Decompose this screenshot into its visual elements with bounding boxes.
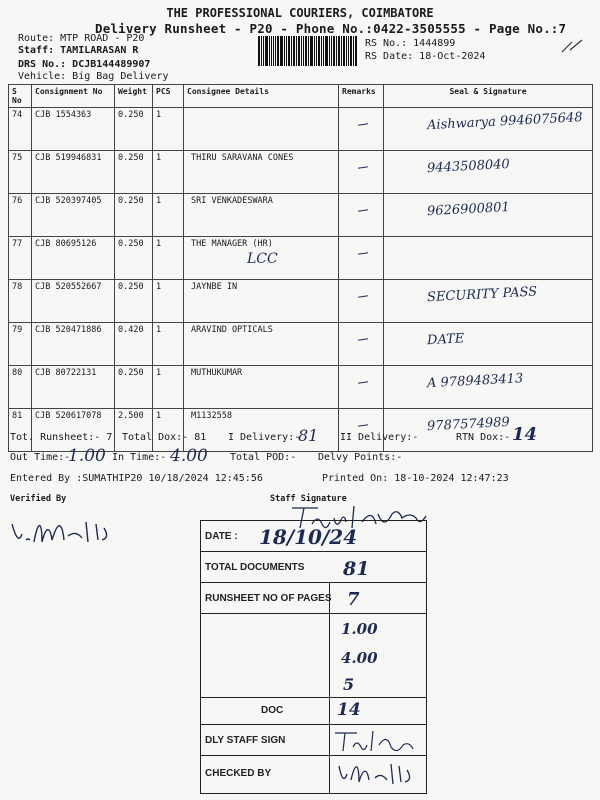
handwritten-signature: 9787574989 [426,414,511,435]
cell-sno [9,194,32,237]
cell-consignee-text: ARAVIND OPTICALS [191,325,273,335]
out-time-handwritten: 1.00 [68,446,106,466]
col-weight: Weight [115,85,153,108]
cell-weight-text: 0.250 [118,239,144,249]
stamp-pod-value: 5 [343,675,355,694]
cell-consignee-text: THE MANAGER (HR) [191,239,273,249]
cell-weight-text: 0.420 [118,325,144,335]
remarks-tick-mark [358,123,368,125]
cell-consignment-no [32,194,115,237]
cell-pcs [153,151,184,194]
cell-weight-text: 0.250 [118,196,144,206]
cell-consignment-no-text: CJB 520397405 [35,196,102,206]
cell-pcs [153,237,184,280]
stamp-checked-by-label: CHECKED BY [205,768,272,779]
cell-remarks [339,108,384,151]
cell-pcs-text: 1 [156,368,162,378]
cell-pcs [153,194,184,237]
stamp-rtn-label: DOC [261,705,284,716]
cell-pcs-text: 1 [156,411,162,421]
cell-weight-text: 0.250 [118,110,144,120]
cell-remarks [339,280,384,323]
remarks-tick-mark [358,424,368,426]
stamp-total-docs-label: TOTAL DOCUMENTS [205,562,305,573]
col-remarks: Remarks [339,85,384,108]
drs-label: DRS No.: DCJB144489907 [18,59,151,70]
cell-weight-text: 2.500 [118,411,144,421]
stamp-dly-signature [333,727,421,753]
rs-date-label: RS Date: 18-Oct-2024 [365,51,486,62]
table-row [9,280,593,323]
stamp-rtn-value: 14 [337,700,361,720]
cell-sno-text: 76 [12,196,23,206]
staff-label: Staff: TAMILARASAN R [18,45,139,56]
stamp-runsheet-value: 7 [347,589,360,610]
table-row [9,194,593,237]
delvy-points: Delvy Points:- [318,452,403,463]
handwritten-signature: 9443508040 [426,156,511,177]
cell-sno-text: 77 [12,239,23,249]
verified-signature [8,512,128,552]
rs-no-label: RS No.: 1444899 [365,38,456,49]
cell-consignment-no [32,280,115,323]
cell-consignment-no [32,108,115,151]
cell-seal-signature [384,366,593,409]
cell-pcs-text: 1 [156,325,162,335]
cell-consignee [184,280,339,323]
cell-pcs [153,366,184,409]
cell-pcs-text: 1 [156,153,162,163]
cell-seal-signature [384,280,593,323]
table-row [9,237,593,280]
cell-seal-signature [384,323,593,366]
cell-pcs-text: 1 [156,239,162,249]
cell-consignment-no [32,151,115,194]
cell-sno-text: 78 [12,282,23,292]
handwritten-signature: A 9789483413 [426,371,524,392]
stamp-total-docs-value: 81 [343,558,370,580]
cell-remarks [339,151,384,194]
cell-sno [9,366,32,409]
table-row [9,151,593,194]
delivery-stamp-box [200,520,427,794]
cell-weight-text: 0.250 [118,153,144,163]
consignee-handwritten-note: LCC [247,251,278,267]
col-consignee: Consignee Details [184,85,339,108]
handwritten-signature: DATE [426,331,465,349]
remarks-tick-mark [358,381,368,383]
verified-by: Verified By [10,494,67,504]
cell-consignment-no [32,323,115,366]
cell-remarks [339,237,384,280]
cell-weight [115,194,153,237]
rtn-handwritten: 14 [512,424,538,445]
table-row [9,366,593,409]
cell-sno-text: 75 [12,153,23,163]
cell-remarks [339,409,384,452]
cell-pcs [153,323,184,366]
stamp-date-label: DATE : [205,531,238,542]
cell-weight [115,366,153,409]
cell-pcs [153,108,184,151]
cell-sno-text: 74 [12,110,23,120]
barcode [258,36,358,66]
remarks-tick-mark [358,338,368,340]
cell-weight [115,237,153,280]
handwritten-signature: 9626900801 [426,199,511,220]
out-time: Out Time:- [10,452,71,463]
rtn-dox: RTN Dox:- [456,432,511,443]
cell-sno [9,151,32,194]
col-sno: S No [9,85,32,108]
cell-consignment-no-text: CJB 80695126 [35,239,97,249]
in-time-handwritten: 4.00 [170,446,208,466]
cell-pcs [153,280,184,323]
remarks-tick-mark [358,252,368,254]
cell-consignee [184,194,339,237]
cell-consignment-no-text: CJB 520552667 [35,282,102,292]
stamp-in-value: 4.00 [341,649,378,667]
stamp-divider [329,583,330,793]
stamp-out-value: 1.00 [341,620,378,638]
cell-sno-text: 81 [12,411,23,421]
cell-weight [115,108,153,151]
col-pcs: PCS [153,85,184,108]
cell-weight-text: 0.250 [118,368,144,378]
cell-consignment-no-text: CJB 520471886 [35,325,102,335]
cell-consignee [184,108,339,151]
cell-consignee [184,323,339,366]
cell-weight [115,151,153,194]
cell-sno [9,280,32,323]
company-name: THE PROFESSIONAL COURIERS, COIMBATORE [166,6,434,20]
cell-weight [115,409,153,452]
col-seal-signature: Seal & Signature [384,85,593,108]
table-header-row [9,85,593,108]
ii-delivery: II Delivery:- [340,432,419,443]
runsheet-table [8,84,593,452]
cell-remarks [339,323,384,366]
runsheet-title: Delivery Runsheet - P20 - Phone No.:0422-3505555 - Page No.:7 [95,21,567,36]
cell-weight [115,280,153,323]
tot-runsheet: Tot. Runsheet:- 7 [10,432,113,443]
cell-remarks [339,366,384,409]
in-time: In Time:- [112,452,167,463]
table-row [9,323,593,366]
handwritten-signature: SECURITY PASS [426,284,538,306]
remarks-tick-mark [358,209,368,211]
cell-pcs-text: 1 [156,110,162,120]
cell-consignee [184,366,339,409]
cell-consignee-text: SRI VENKADESWARA [191,196,273,206]
stamp-runsheet-label: RUNSHEET NO OF PAGES [205,593,332,604]
cell-consignment-no-text: CJB 520617078 [35,411,102,421]
cell-remarks [339,194,384,237]
cell-seal-signature [384,409,593,452]
cell-consignment-no-text: CJB 519946831 [35,153,102,163]
cell-sno [9,409,32,452]
cell-consignee-text: JAYNBE IN [191,282,238,292]
cell-consignee [184,151,339,194]
i-delivery: I Delivery:- [228,432,301,443]
cell-consignee-text: THIRU SARAVANA CONES [191,153,294,163]
i-delivery-handwritten: 81 [298,426,319,445]
cell-seal-signature [384,108,593,151]
cell-consignee [184,237,339,280]
cell-seal-signature [384,237,593,280]
table-row [9,108,593,151]
cell-consignment-no [32,366,115,409]
stamp-dly-staff-label: DLY STAFF SIGN [205,735,286,746]
cell-seal-signature [384,194,593,237]
pen-mark-icon [560,38,585,56]
cell-sno [9,237,32,280]
total-dox: Total Dox:- 81 [122,432,207,443]
printed-on: Printed On: 18-10-2024 12:47:23 [322,473,509,484]
cell-sno [9,323,32,366]
cell-consignee-text: M1132558 [191,411,232,421]
vehicle-label: Vehicle: Big Bag Delivery [18,71,169,82]
cell-weight-text: 0.250 [118,282,144,292]
cell-consignment-no-text: CJB 80722131 [35,368,97,378]
cell-sno-text: 80 [12,368,23,378]
remarks-tick-mark [358,166,368,168]
cell-pcs-text: 1 [156,196,162,206]
entered-by: Entered By :SUMATHIP20 10/18/2024 12:45:56 [10,473,263,484]
cell-sno [9,108,32,151]
cell-consignee-text: MUTHUKUMAR [191,368,243,378]
remarks-tick-mark [358,295,368,297]
cell-consignment-no [32,237,115,280]
col-consignment: Consignment No [32,85,115,108]
cell-weight [115,323,153,366]
total-pod: Total POD:- [230,452,297,463]
stamp-checked-signature [335,758,421,790]
cell-consignment-no-text: CJB 1554363 [35,110,92,120]
route-label: Route: MTP ROAD - P20 [18,33,145,44]
cell-seal-signature [384,151,593,194]
staff-signature-label: Staff Signature [270,494,347,504]
cell-pcs-text: 1 [156,282,162,292]
stamp-date-value: 18/10/24 [259,525,358,549]
handwritten-signature: Aishwarya 9946075648 [426,110,583,134]
cell-sno-text: 79 [12,325,23,335]
